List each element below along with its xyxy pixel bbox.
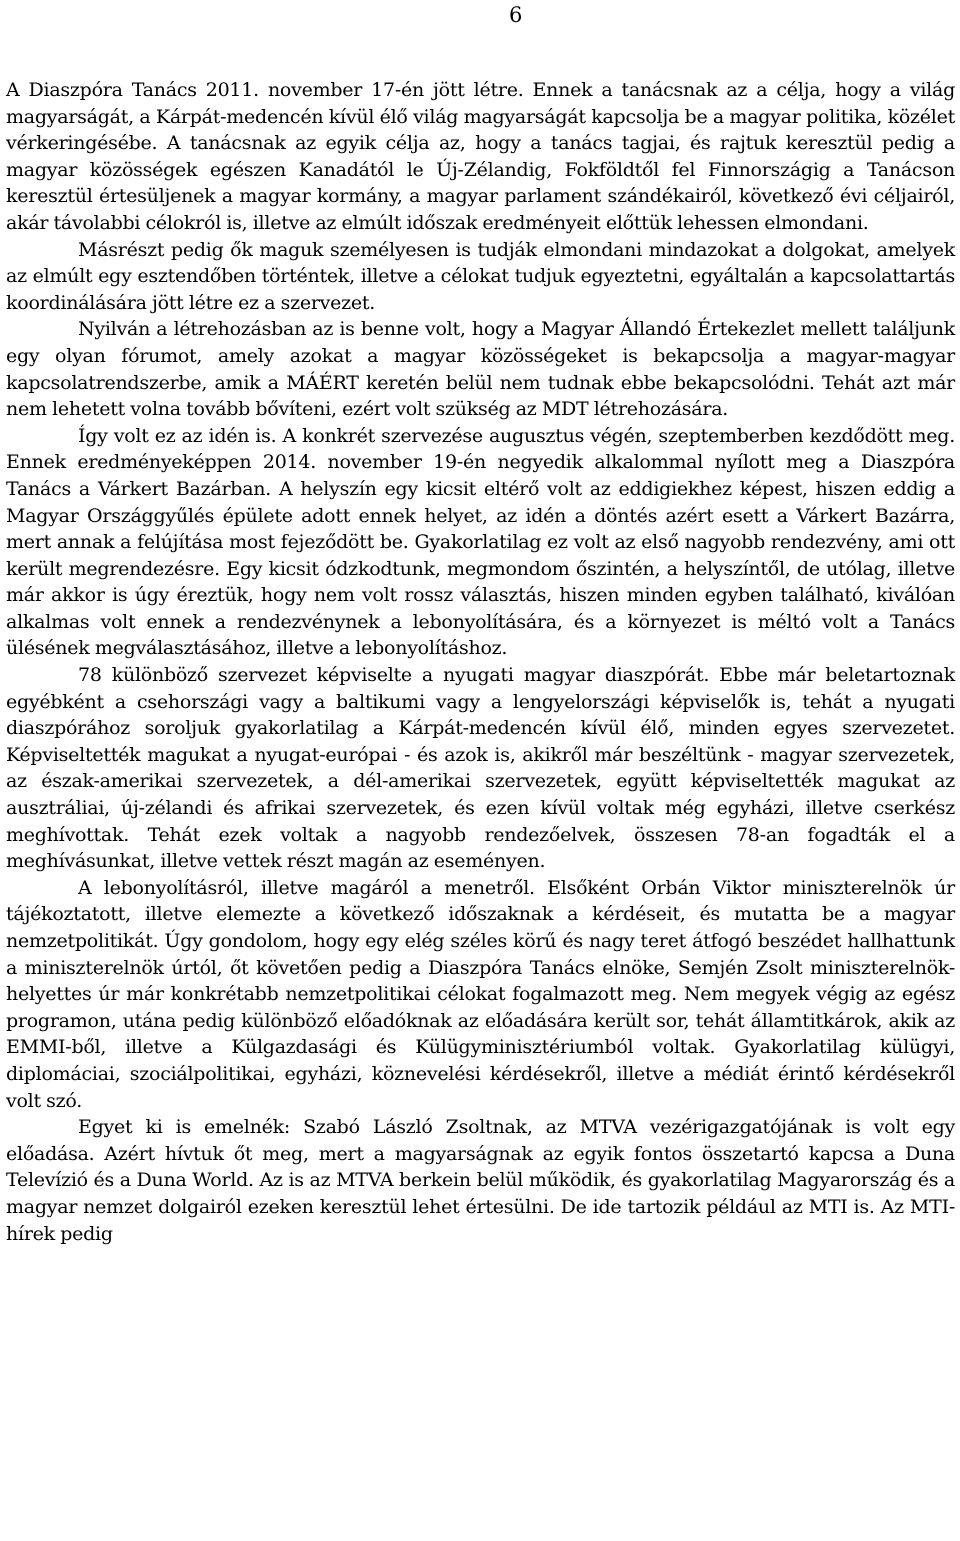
paragraph: 78 különböző szervezet képviselte a nyugati magyar diaszpórát. Ebbe már beletartoznak egyébként a csehországi vagy a baltikumi vagy a lengyelországi képviselők is, tehát a nyugati diaszpórához soroljuk gyakorlatilag a Kárpát-medencén kívül élő, minden egyes szervezetet. Képviseltették magukat a nyugat-európai - és azok is, akikről már beszéltünk - magyar szervezetek, az észak-amerikai szervezetek, a dél-amerikai szervezetek, együtt képviseltették magukat az ausztráliai, új-zélandi és afrikai szervezetek, és ezen kívül voltak még egyházi, illetve cserkész meghívottak. Tehát ezek voltak a nagyobb rendezőelvek, összesen 78-an fogadták el a meghívásunkat, illetve vettek részt magán az eseményen. <box>6 664 955 873</box>
paragraph: A Diaszpóra Tanács 2011. november 17-én jött létre. Ennek a tanácsnak az a célja, hogy a világ magyarságát, a Kárpát-medencén kívül élő világ magyarságát kapcsolja be a magyar politika, közélet vérkeringésébe. A tanácsnak az egyik célja az, hogy a tanács tagjai, és rajtuk keresztül pedig a magyar közösségek egészen Kanadától le Új-Zélandig, Fokföldtől fel Finnországig a Tanácson keresztül értesüljenek a magyar kormány, a magyar parlament szándékairól, következő évi céljairól, akár távolabbi célokról is, illetve az elmúlt időszak eredményeit előttük lehessen elmondani. <box>6 79 955 234</box>
paragraph: Másrészt pedig ők maguk személyesen is tudják elmondani mindazokat a dolgokat, amelyek az elmúlt egy esztendőben történtek, illetve a célokat tudjuk egyeztetni, egyáltalán a kapcsolattartás koordinálására jött létre ez a szervezet. <box>6 238 955 314</box>
paragraph: Így volt ez az idén is. A konkrét szervezése augusztus végén, szeptemberben kezdődött meg. Ennek eredményeképpen 2014. november 19-én negyedik alkalommal nyílott meg a Diaszpóra Tanács a Várkert Bazárban. A helyszín egy kicsit eltérő volt az eddigiekhez képest, hiszen eddig a Magyar Országgyűlés épülete adott ennek helyet, az idén a döntés azért esett a Várkert Bazárra, mert annak a felújítása most fejeződött be. Gyakorlatilag ez volt az első nagyobb rendezvény, ami ott került megrendezésre. Egy kicsit ódzkodtunk, megmondom őszintén, a helyszíntől, de utólag, illetve már akkor is úgy éreztük, hogy nem volt rossz választás, hiszen minden egyben található, kiválóan alkalmas volt ennek a rendezvénynek a lebonyolítására, és a környezet is méltó volt a Tanács ülésének megválasztásához, illetve a lebonyolításhoz. <box>6 424 955 660</box>
paragraph: Egyet ki is emelnék: Szabó László Zsoltnak, az MTVA vezérigazgatójának is volt egy előadása. Azért hívtuk őt meg, mert a magyarságnak az egyik fontos összetartó kapcsa a Duna Televízió és a Duna World. Az is az MTVA berkein belül működik, és gyakorlatilag Magyarország és a magyar nemzet dolgairól ezeken keresztül lehet értesülni. De ide tartozik például az MTI is. Az MTI-hírek pedig <box>6 1116 955 1245</box>
paragraph: Nyilván a létrehozásban az is benne volt, hogy a Magyar Állandó Értekezlet mellett találjunk egy olyan fórumot, amely azokat a magyar közösségeket is bekapcsolja a magyar-magyar kapcsolatrendszerbe, amik a MÁÉRT keretén belül nem tudnak ebbe bekapcsolódni. Tehát azt már nem lehetett volna tovább bővíteni, ezért volt szükség az MDT létrehozására. <box>6 318 955 421</box>
body-text <box>6 77 955 1247</box>
page-number: 6 <box>509 3 523 27</box>
paragraph: A lebonyolításról, illetve magáról a menetről. Elsőként Orbán Viktor miniszterelnök úr tájékoztatott, illetve elemezte a következő időszaknak a kérdéseit, és mutatta be a magyar nemzetpolitikát. Úgy gondolom, hogy egy elég széles körű és nagy teret átfogó beszédet hallhattunk a miniszterelnök úrtól, őt követően pedig a Diaszpóra Tanács elnöke, Semjén Zsolt miniszterelnök-helyettes úr már konkrétabb nemzetpolitikai célokat fogalmazott meg. Nem megyek végig az egész programon, utána pedig különböző előadóknak az előadására került sor, tehát államtitkárok, akik az EMMI-ből, illetve a Külgazdasági és Külügyminisztériumból voltak. Gyakorlatilag külügyi, diplomáciai, szociálpolitikai, egyházi, köznevelési kérdésekről, illetve a médiát érintő kérdésekről volt szó. <box>6 876 955 1112</box>
